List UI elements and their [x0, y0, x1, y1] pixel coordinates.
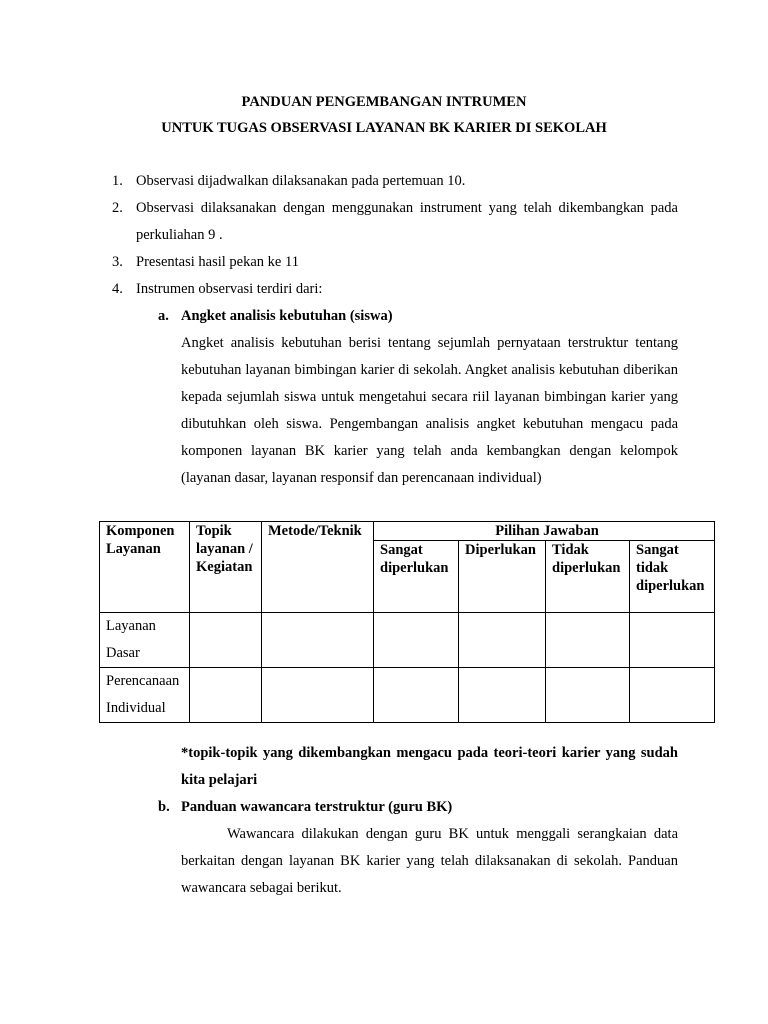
document-title-line-1: PANDUAN PENGEMBANGAN INTRUMEN	[241, 94, 527, 110]
table-row	[100, 668, 715, 723]
section-a-heading: Angket analisis kebutuhan (siswa)	[181, 308, 393, 324]
komponen-line-1: Perencanaan	[106, 673, 180, 689]
empty-cell	[630, 613, 715, 668]
table-row	[100, 613, 715, 668]
empty-cell	[262, 668, 374, 723]
header-sangat-tidak-diperlukan: Sangat tidak diperlukan	[630, 541, 715, 613]
section-b-heading: Panduan wawancara terstruktur (guru BK)	[181, 799, 453, 815]
item-text: Presentasi hasil pekan ke 11	[136, 254, 299, 270]
document-title-line-2: UNTUK TUGAS OBSERVASI LAYANAN BK KARIER DI SEKOLAH	[161, 120, 607, 136]
needs-analysis-table	[99, 521, 715, 723]
header-diperlukan: Diperlukan	[459, 541, 546, 613]
komponen-line-1: Layanan	[106, 618, 156, 634]
section-b-paragraph: Wawancara dilakukan dengan guru BK untuk menggali serangkaian data berkaitan dengan layanan BK karier yang telah dilaksanakan di sekolah. Panduan wawancara sebagai berikut.	[181, 826, 678, 896]
numbered-item	[112, 276, 678, 303]
table-footnote: *topik-topik yang dikembangkan mengacu pada teori-teori karier yang sudah kita pelajari	[181, 745, 678, 788]
section-a-letter: a.	[158, 308, 169, 324]
section-b-paragraph-wrap	[181, 821, 678, 902]
item-number: 1.	[112, 173, 123, 189]
empty-cell	[459, 613, 546, 668]
empty-cell	[190, 613, 262, 668]
empty-cell	[190, 668, 262, 723]
numbered-item	[112, 195, 678, 249]
empty-cell	[262, 613, 374, 668]
item-number: 2.	[112, 200, 123, 216]
komponen-line-2: Individual	[106, 700, 166, 716]
empty-cell	[546, 668, 630, 723]
header-metode-teknik: Metode/Teknik	[262, 522, 374, 613]
section-b-letter: b.	[158, 799, 170, 815]
section-b	[158, 794, 678, 902]
empty-cell	[546, 613, 630, 668]
numbered-item	[112, 249, 678, 276]
section-a-paragraph: Angket analisis kebutuhan berisi tentang sejumlah pernyataan terstruktur tentang kebutuhan layanan bimbingan karier di sekolah. Angket analisis kebutuhan diberikan kepada sejumlah siswa untuk mengetahui secara riil layanan bimbingan karier yang dibutuhkan oleh siswa. Pengembangan analisis angket kebutuhan mengacu pada komponen layanan BK karier yang telah anda kembangkan dengan kelompok (layanan dasar, layanan responsif dan perencanaan individual)	[181, 335, 678, 486]
empty-cell	[374, 668, 459, 723]
section-a	[158, 303, 678, 492]
empty-cell	[459, 668, 546, 723]
header-topik-layanan: Topik layanan / Kegiatan	[190, 522, 262, 613]
item-text: Instrumen observasi terdiri dari:	[136, 281, 323, 297]
komponen-line-2: Dasar	[106, 645, 140, 661]
header-pilihan-jawaban: Pilihan Jawaban	[374, 522, 715, 541]
empty-cell	[630, 668, 715, 723]
header-komponen-layanan: Komponen Layanan	[100, 522, 190, 613]
header-tidak-diperlukan: Tidak diperlukan	[546, 541, 630, 613]
item-text: Observasi dijadwalkan dilaksanakan pada pertemuan 10.	[136, 173, 466, 189]
komponen-cell	[100, 668, 190, 723]
komponen-cell	[100, 613, 190, 668]
item-number: 3.	[112, 254, 123, 270]
empty-cell	[374, 613, 459, 668]
item-text: Observasi dilaksanakan dengan menggunakan instrument yang telah dikembangkan pada perkuliahan 9 .	[136, 200, 678, 243]
header-sangat-diperlukan: Sangat diperlukan	[374, 541, 459, 613]
numbered-item	[112, 168, 678, 195]
item-number: 4.	[112, 281, 123, 297]
